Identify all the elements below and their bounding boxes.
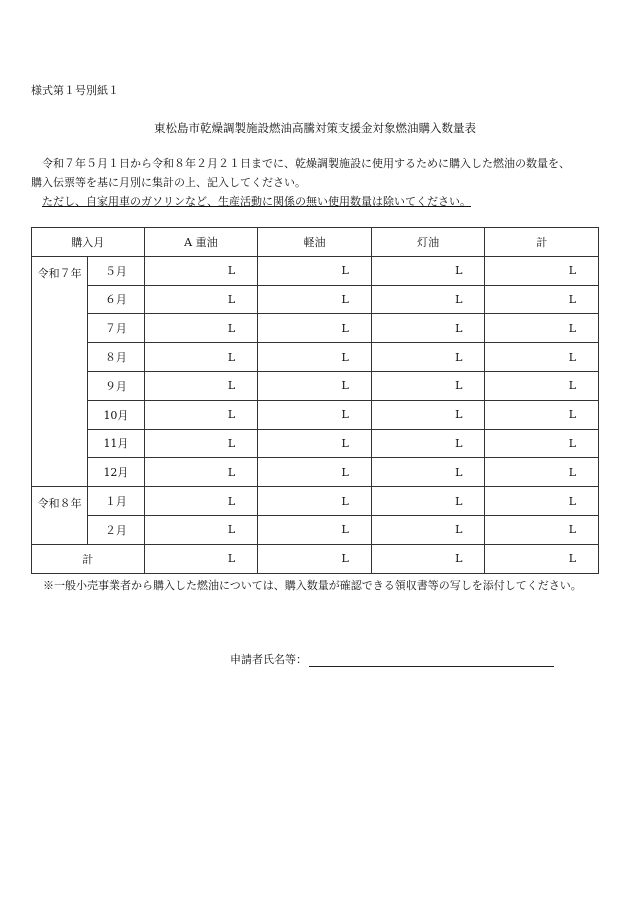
kerosene-cell[interactable]: L — [371, 458, 485, 487]
row-total-cell[interactable]: L — [485, 314, 599, 343]
row-total-cell[interactable]: L — [485, 256, 599, 285]
light-oil-cell[interactable]: L — [258, 400, 372, 429]
row-total-cell[interactable]: L — [485, 343, 599, 372]
kerosene-cell[interactable]: L — [371, 371, 485, 400]
table-row — [32, 343, 599, 372]
table-header-row — [32, 228, 599, 257]
light-oil-cell[interactable]: L — [258, 256, 372, 285]
table-row — [32, 458, 599, 487]
kerosene-cell[interactable]: L — [371, 314, 485, 343]
grand-total-cell[interactable]: L — [485, 544, 599, 573]
table-row — [32, 429, 599, 458]
table-row — [32, 400, 599, 429]
header-kerosene: 灯油 — [371, 228, 485, 257]
heavy-oil-a-total-cell[interactable]: L — [144, 544, 258, 573]
form-number: 様式第１号別紙１ — [31, 84, 119, 97]
month-cell: ９月 — [88, 371, 144, 400]
header-total: 計 — [485, 228, 599, 257]
heavy-oil-a-cell[interactable]: L — [144, 343, 258, 372]
month-cell: ２月 — [88, 515, 144, 544]
row-total-cell[interactable]: L — [485, 285, 599, 314]
light-oil-cell[interactable]: L — [258, 314, 372, 343]
table-row — [32, 256, 599, 285]
light-oil-cell[interactable]: L — [258, 429, 372, 458]
table-row — [32, 314, 599, 343]
table-row — [32, 515, 599, 544]
header-purchase-month: 購入月 — [32, 228, 145, 257]
row-total-cell[interactable]: L — [485, 429, 599, 458]
era-reiwa-8: 令和８年 — [32, 487, 88, 545]
light-oil-cell[interactable]: L — [258, 285, 372, 314]
applicant-signature-block — [230, 651, 554, 667]
month-cell: 12月 — [88, 458, 144, 487]
heavy-oil-a-cell[interactable]: L — [144, 400, 258, 429]
month-cell: 10月 — [88, 400, 144, 429]
light-oil-cell[interactable]: L — [258, 371, 372, 400]
kerosene-cell[interactable]: L — [371, 256, 485, 285]
kerosene-cell[interactable]: L — [371, 487, 485, 516]
instructions — [31, 154, 603, 211]
table-total-row — [32, 544, 599, 573]
header-light-oil: 軽油 — [258, 228, 372, 257]
kerosene-cell[interactable]: L — [371, 515, 485, 544]
month-cell: ８月 — [88, 343, 144, 372]
light-oil-cell[interactable]: L — [258, 343, 372, 372]
kerosene-cell[interactable]: L — [371, 285, 485, 314]
applicant-name-line[interactable] — [309, 652, 554, 667]
era-reiwa-7: 令和７年 — [32, 256, 88, 486]
heavy-oil-a-cell[interactable]: L — [144, 487, 258, 516]
heavy-oil-a-cell[interactable]: L — [144, 314, 258, 343]
document-title: 東松島市乾燥調製施設燃油高騰対策支援金対象燃油購入数量表 — [154, 121, 476, 135]
table-row — [32, 285, 599, 314]
month-cell: １月 — [88, 487, 144, 516]
month-cell: 11月 — [88, 429, 144, 458]
kerosene-cell[interactable]: L — [371, 429, 485, 458]
row-total-cell[interactable]: L — [485, 458, 599, 487]
light-oil-total-cell[interactable]: L — [258, 544, 372, 573]
heavy-oil-a-cell[interactable]: L — [144, 515, 258, 544]
kerosene-total-cell[interactable]: L — [371, 544, 485, 573]
table-row — [32, 487, 599, 516]
header-heavy-oil-a: A 重油 — [144, 228, 258, 257]
heavy-oil-a-cell[interactable]: L — [144, 285, 258, 314]
month-cell: ７月 — [88, 314, 144, 343]
instruction-note: ただし、自家用車のガソリンなど、生産活動に関係の無い使用数量は除いてください。 — [42, 195, 471, 208]
row-total-cell[interactable]: L — [485, 487, 599, 516]
fuel-purchase-table — [31, 227, 599, 574]
kerosene-cell[interactable]: L — [371, 343, 485, 372]
light-oil-cell[interactable]: L — [258, 487, 372, 516]
row-total-cell[interactable]: L — [485, 515, 599, 544]
instruction-line-1: 令和７年５月１日から令和８年２月２１日までに、乾燥調製施設に使用するために購入した燃油の数量を、 — [42, 157, 570, 170]
total-row-label: 計 — [32, 544, 145, 573]
applicant-label: 申請者氏名等： — [230, 653, 307, 666]
heavy-oil-a-cell[interactable]: L — [144, 256, 258, 285]
row-total-cell[interactable]: L — [485, 371, 599, 400]
receipt-footnote: ※一般小売事業者から購入した燃油については、購入数量が確認できる領収書等の写しを添付してください。 — [43, 579, 582, 592]
month-cell: ５月 — [88, 256, 144, 285]
row-total-cell[interactable]: L — [485, 400, 599, 429]
light-oil-cell[interactable]: L — [258, 458, 372, 487]
heavy-oil-a-cell[interactable]: L — [144, 429, 258, 458]
instruction-line-2: 購入伝票等を基に月別に集計の上、記入してください。 — [31, 176, 306, 189]
heavy-oil-a-cell[interactable]: L — [144, 458, 258, 487]
table-row — [32, 371, 599, 400]
light-oil-cell[interactable]: L — [258, 515, 372, 544]
heavy-oil-a-cell[interactable]: L — [144, 371, 258, 400]
kerosene-cell[interactable]: L — [371, 400, 485, 429]
month-cell: ６月 — [88, 285, 144, 314]
